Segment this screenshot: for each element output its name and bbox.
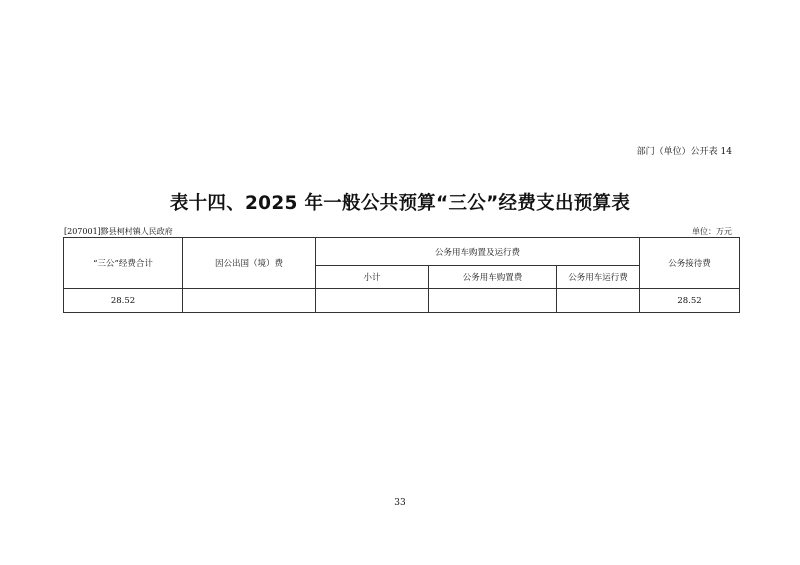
header-vehicle-group: 公务用车购置及运行费 [316,238,640,266]
form-code: 部门（单位）公开表 14 [636,147,732,157]
header-operation: 公务用车运行费 [557,266,640,289]
page-number: 33 [394,498,406,508]
header-reception: 公务接待费 [640,238,740,289]
table-row [64,289,740,313]
cell-reception: 28.52 [640,289,740,313]
unit-label: 单位：万元 [692,227,732,236]
cell-operation [557,289,640,313]
cell-purchase [429,289,557,313]
cell-subtotal [316,289,429,313]
budget-table [63,237,740,313]
header-abroad: 因公出国（境）费 [183,238,316,289]
page-title: 表十四、2025 年一般公共预算“三公”经费支出预算表 [169,193,631,214]
header-subtotal: 小计 [316,266,429,289]
cell-abroad [183,289,316,313]
cell-total: 28.52 [64,289,183,313]
header-total: “三公”经费合计 [64,238,183,289]
header-purchase: 公务用车购置费 [429,266,557,289]
table-header-row [64,238,740,266]
organization-label: [207001]黟县柯村镇人民政府 [64,227,173,236]
